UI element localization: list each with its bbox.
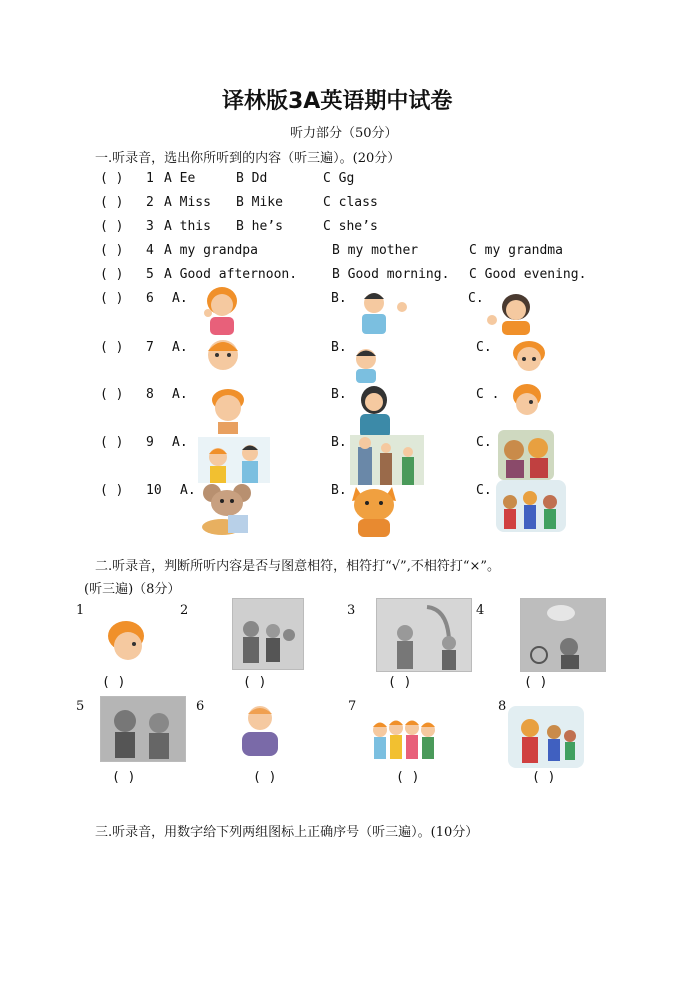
option-b-label: B. bbox=[331, 387, 347, 402]
answer-paren[interactable]: ( ) bbox=[532, 770, 556, 785]
girl-profile-picture bbox=[508, 380, 546, 426]
option-a-label: A. bbox=[172, 435, 188, 450]
option-a-label: A. bbox=[172, 340, 188, 355]
item-number: 4 bbox=[476, 603, 485, 618]
answer-paren[interactable]: ( ) bbox=[100, 267, 124, 282]
option-a-label: A. bbox=[180, 483, 196, 498]
option-a: A this bbox=[164, 219, 211, 234]
option-b-label: B. bbox=[331, 291, 347, 306]
answer-paren[interactable]: ( ) bbox=[102, 675, 126, 690]
answer-paren[interactable]: ( ) bbox=[112, 770, 136, 785]
woman-portrait-picture bbox=[352, 384, 398, 438]
family-outdoors-picture bbox=[350, 435, 424, 485]
answer-paren[interactable]: ( ) bbox=[100, 340, 124, 355]
option-a: A Miss bbox=[164, 195, 211, 210]
animal-group-picture bbox=[508, 706, 584, 768]
section2-heading: 二.听录音，判断所听内容是否与图意相符，相符打“√”,不相符打“×”。 bbox=[95, 559, 501, 574]
section1-heading: 一.听录音，选出你所听到的内容（听三遍）。(20分） bbox=[95, 151, 401, 166]
option-b: B he’s bbox=[236, 219, 283, 234]
option-b-label: B. bbox=[331, 435, 347, 450]
option-a-label: A. bbox=[172, 291, 188, 306]
item-number: 7 bbox=[348, 699, 357, 714]
question-number: 1 bbox=[146, 171, 154, 186]
characters-grayscale-picture bbox=[100, 696, 186, 762]
answer-paren[interactable]: ( ) bbox=[100, 387, 124, 402]
question-number: 5 bbox=[146, 267, 154, 282]
answer-paren[interactable]: ( ) bbox=[100, 291, 124, 306]
option-c-label: C. bbox=[476, 340, 492, 355]
family-grayscale-picture bbox=[232, 598, 304, 670]
item-number: 3 bbox=[347, 603, 356, 618]
group-of-kids-picture bbox=[370, 712, 444, 762]
mouse-character-picture bbox=[198, 481, 260, 539]
answer-paren[interactable]: ( ) bbox=[100, 219, 124, 234]
option-c: C Good evening. bbox=[469, 267, 587, 282]
option-b: B Mike bbox=[236, 195, 283, 210]
answer-paren[interactable]: ( ) bbox=[253, 770, 277, 785]
item-number: 6 bbox=[196, 699, 205, 714]
answer-paren[interactable]: ( ) bbox=[100, 483, 124, 498]
question-number: 8 bbox=[146, 387, 154, 402]
answer-paren[interactable]: ( ) bbox=[100, 195, 124, 210]
question-number: 10 bbox=[146, 483, 162, 498]
animal-group-picture bbox=[496, 480, 566, 532]
answer-paren[interactable]: ( ) bbox=[100, 243, 124, 258]
question-number: 2 bbox=[146, 195, 154, 210]
option-a: A Good afternoon. bbox=[164, 267, 298, 282]
option-c: C my grandma bbox=[469, 243, 563, 258]
option-b: B Dd bbox=[236, 171, 268, 186]
answer-paren[interactable]: ( ) bbox=[100, 171, 124, 186]
option-b-label: B. bbox=[331, 483, 347, 498]
question-number: 3 bbox=[146, 219, 154, 234]
option-a: A Ee bbox=[164, 171, 196, 186]
question-number: 9 bbox=[146, 435, 154, 450]
girl-profile-picture bbox=[98, 616, 154, 672]
page-title: 译林版3A英语期中试卷 bbox=[222, 89, 453, 114]
answer-paren[interactable]: ( ) bbox=[100, 435, 124, 450]
section3-heading: 三.听录音，用数字给下列两组图标上正确序号（听三遍）。(10分） bbox=[95, 825, 479, 840]
girl-waving-picture bbox=[200, 283, 244, 335]
question-number: 4 bbox=[146, 243, 154, 258]
option-c: C class bbox=[323, 195, 378, 210]
answer-paren[interactable]: ( ) bbox=[524, 675, 548, 690]
question-number: 6 bbox=[146, 291, 154, 306]
item-number: 8 bbox=[498, 699, 507, 714]
boy-waving-picture bbox=[352, 287, 412, 335]
answer-paren[interactable]: ( ) bbox=[388, 675, 412, 690]
item-number: 5 bbox=[76, 699, 85, 714]
option-b: B Good morning. bbox=[332, 267, 450, 282]
option-a: A my grandpa bbox=[164, 243, 258, 258]
two-kids-picture bbox=[198, 437, 270, 483]
playground-grayscale-picture bbox=[376, 598, 472, 672]
option-c: C she’s bbox=[323, 219, 378, 234]
option-c-label: C. bbox=[468, 291, 484, 306]
boy-face-picture bbox=[200, 337, 246, 375]
park-grayscale-picture bbox=[520, 598, 606, 672]
option-b-label: B. bbox=[331, 340, 347, 355]
option-a-label: A. bbox=[172, 387, 188, 402]
option-c-label: C. bbox=[476, 483, 492, 498]
question-number: 7 bbox=[146, 340, 154, 355]
woman-waving-picture bbox=[484, 290, 544, 335]
option-c: C Gg bbox=[323, 171, 355, 186]
section2-heading-note: (听三遍)（8分） bbox=[84, 582, 181, 597]
option-b: B my mother bbox=[332, 243, 419, 258]
option-c-label: C. bbox=[476, 435, 492, 450]
orange-hair-boy-picture bbox=[508, 337, 550, 377]
man-portrait-picture bbox=[236, 702, 282, 756]
answer-paren[interactable]: ( ) bbox=[243, 675, 267, 690]
item-number: 2 bbox=[180, 603, 189, 618]
cat-character-picture bbox=[348, 481, 400, 537]
animal-characters-picture bbox=[498, 430, 554, 480]
boy-portrait-picture bbox=[206, 386, 250, 434]
item-number: 1 bbox=[76, 603, 85, 618]
answer-paren[interactable]: ( ) bbox=[396, 770, 420, 785]
dark-hair-boy-picture bbox=[348, 345, 384, 383]
listening-subtitle: 听力部分（50分） bbox=[290, 126, 398, 141]
option-c-label: C . bbox=[476, 387, 500, 402]
